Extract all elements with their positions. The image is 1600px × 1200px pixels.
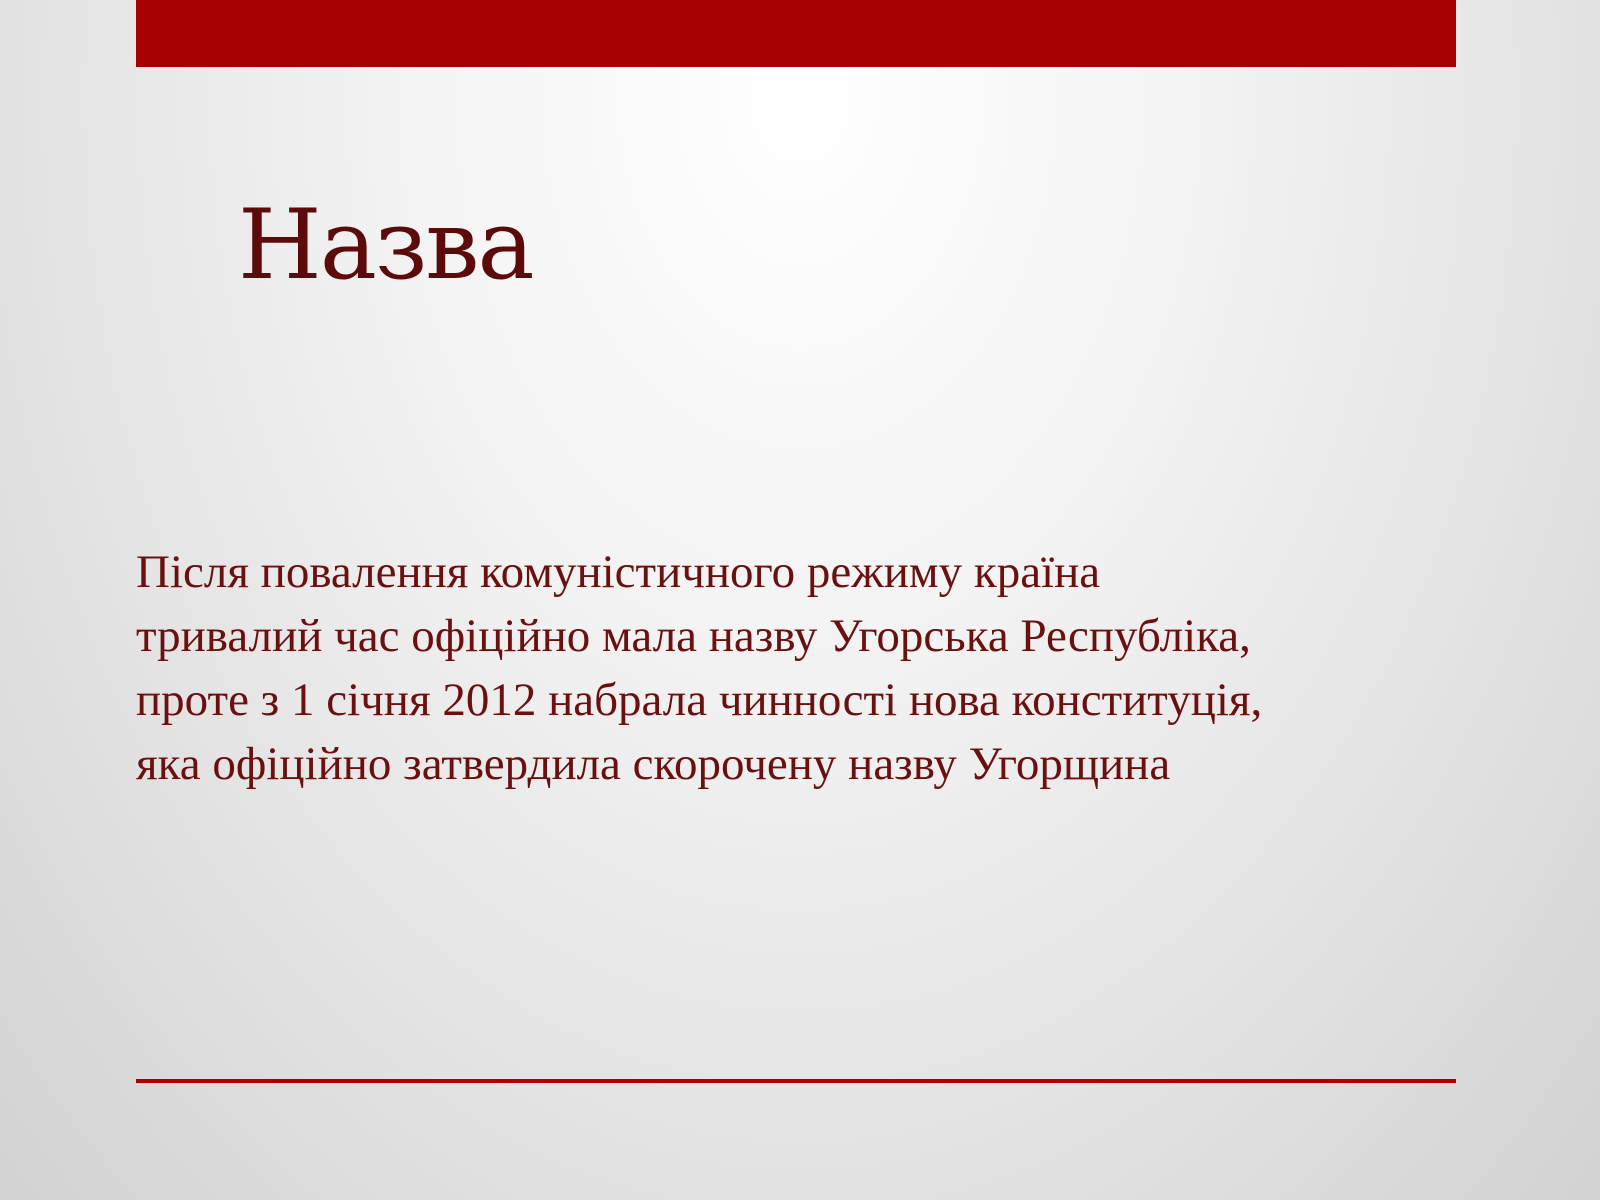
body-line: проте з 1 січня 2012 набрала чинності нова конституція, (136, 674, 1263, 726)
bottom-divider-line (136, 1079, 1456, 1083)
top-accent-bar (136, 0, 1456, 67)
body-line: яка офіційно затвердила скорочену назву Угорщина (136, 738, 1171, 790)
body-line: тривалий час офіційно мала назву Угорська Республіка, (136, 610, 1251, 662)
slide-title: Назва (238, 189, 533, 301)
slide-body-text (136, 540, 1466, 796)
body-line: Після повалення комуністичного режиму країна (136, 546, 1101, 598)
